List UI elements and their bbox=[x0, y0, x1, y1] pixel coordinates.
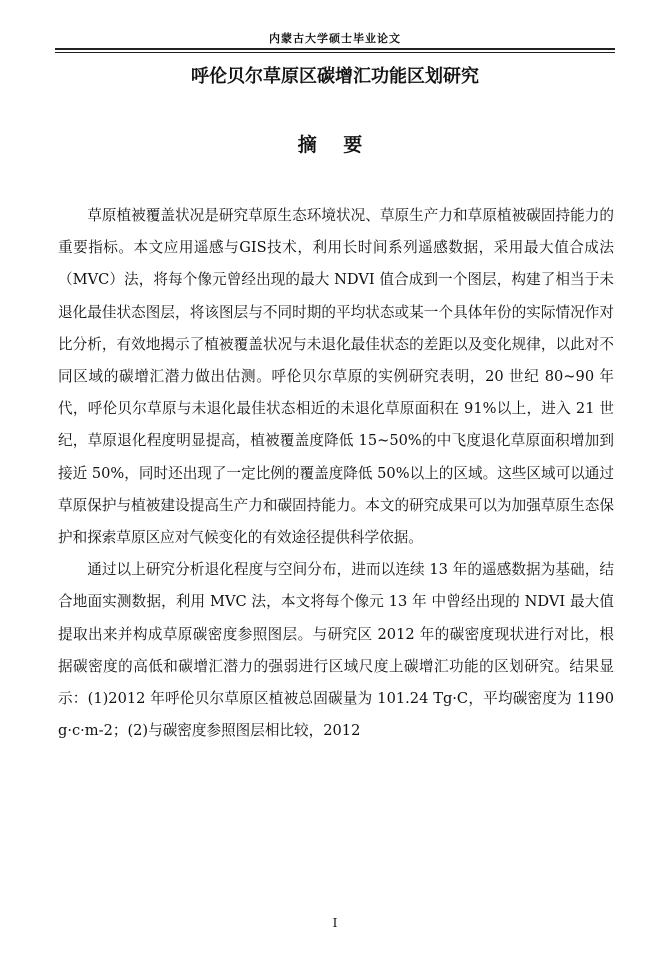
abstract-paragraph-2: 通过以上研究分析退化程度与空间分布，进而以连续 13 年的遥感数据为基础，结合地面实测数据，利用 MVC 法，本文将每个像元 13 年 中曾经出现的 NDVI 最大值提取出来并构成草原碳密度参照图层。与研究区 2012 年的碳密度现状进行对比，根据碳密度的高低和碳增汇潜力的强弱进行区域尺度上碳增汇功能的区划研究。结果显示：(1)2012 年呼伦贝尔草原区植被总固碳量为 101.24 Tg·C，平均碳密度为 1190 g·c·m-2；(2)与碳密度参照图层相比较，2012 bbox=[58, 561, 614, 740]
header-rule-thin bbox=[55, 52, 615, 53]
abstract-body bbox=[58, 200, 614, 747]
thesis-title: 呼伦贝尔草原区碳增汇功能区划研究 bbox=[191, 66, 479, 87]
abstract-heading: 摘 要 bbox=[297, 134, 373, 156]
abstract-paragraph-1: 草原植被覆盖状况是研究草原生态环境状况、草原生产力和草原植被碳固持能力的重要指标。本文应用遥感与GIS技术，利用长时间系列遥感数据，采用最大值合成法（MVC）法，将每个像元曾经出现的最大 NDVI 值合成到一个图层，构建了相当于未退化最佳状态图层，将该图层与不同时期的平均状态或某一个具体年份的实际情况作对比分析，有效地揭示了植被覆盖状况与未退化最佳状态的差距以及变化规律，以此对不同区域的碳增汇潜力做出估测。呼伦贝尔草原的实例研究表明，20 世纪 80~90 年代，呼伦贝尔草原与未退化最佳状态相近的未退化草原面积在 91%以上，进入 21 世纪，草原退化程度明显提高，植被覆盖度降低 15~50%的中飞度退化草原面积增加到接近 50%，同时还出现了一定比例的覆盖度降低 50%以上的区域。这些区域可以通过草原保护与植被建设提高生产力和碳固持能力。本文的研究成果可以为加强草原生态保护和探索草原区应对气候变化的有效途径提供科学依据。 bbox=[58, 207, 614, 547]
header-rule-thick bbox=[55, 48, 615, 50]
running-header: 内蒙古大学硕士毕业论文 bbox=[269, 32, 401, 45]
page-number: I bbox=[332, 916, 338, 930]
